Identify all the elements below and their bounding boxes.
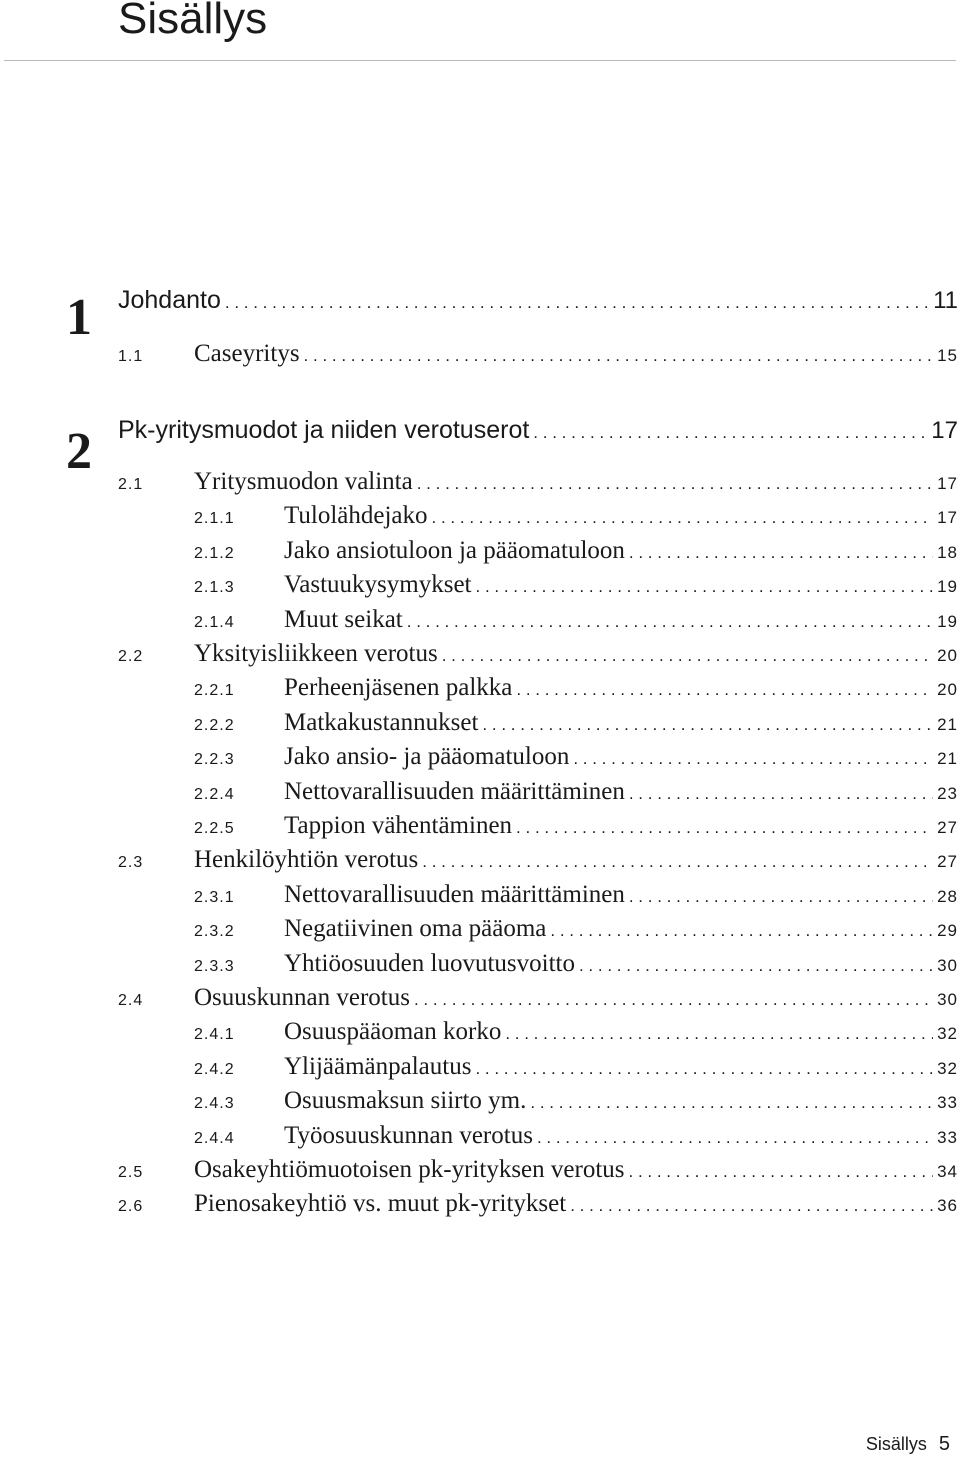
toc-section-number: 1.1: [118, 348, 144, 365]
toc-section-number: 2.3.1: [194, 888, 235, 906]
toc-page-number: 21: [937, 714, 958, 734]
toc-page-number: 17: [931, 417, 958, 444]
toc-section-title: Negatiivinen oma pääoma: [284, 915, 547, 943]
toc-section-number: 2.2.5: [194, 820, 235, 837]
toc-entry[interactable]: [118, 1190, 958, 1226]
toc-entry[interactable]: [118, 502, 958, 538]
toc-entry[interactable]: [118, 640, 958, 676]
dot-leader: [403, 612, 933, 632]
toc-entry[interactable]: [118, 984, 958, 1020]
toc-page-number: 20: [937, 646, 958, 665]
toc-section-title: Tappion vähentäminen: [284, 812, 513, 839]
toc-page-number: 29: [937, 921, 958, 941]
dot-leader: [625, 784, 933, 804]
toc-entry[interactable]: [118, 1053, 958, 1089]
toc-section-number: 2.3: [118, 854, 144, 872]
footer-label: Sisällys: [865, 1434, 927, 1454]
toc-page-number: 19: [937, 611, 958, 631]
dot-leader: [512, 818, 933, 838]
footer-page-number: 5: [938, 1433, 950, 1455]
toc-entry[interactable]: [118, 1156, 958, 1192]
toc-entry[interactable]: [118, 537, 958, 573]
toc-section-title: Yksityisliikkeen verotus: [194, 640, 438, 667]
toc-section-number: 2.3.3: [194, 957, 235, 975]
toc-section-title: Osuuskunnan verotus: [194, 984, 410, 1011]
toc-section-number: 2.3.2: [194, 923, 235, 941]
toc-section-number: 2.4.1: [194, 1026, 235, 1044]
toc-entry[interactable]: [118, 1087, 958, 1123]
toc-page-number: 17: [937, 474, 958, 493]
toc-section-number: 2.2.1: [194, 682, 235, 700]
toc-section-title: Matkakustannukset: [284, 708, 479, 736]
title-divider: [4, 60, 956, 61]
toc-page-number: 21: [937, 749, 958, 769]
dot-leader: [566, 1196, 933, 1216]
toc-page-number: 27: [937, 852, 958, 872]
toc-page-number: 28: [937, 886, 958, 906]
toc-page-number: 18: [937, 542, 958, 562]
toc-section-number: 2.1.3: [194, 579, 235, 597]
toc-section-number: 2.4.2: [194, 1060, 235, 1078]
dot-leader: [472, 577, 934, 597]
toc-chapter-entry[interactable]: [118, 286, 958, 330]
toc-section-title: Pienosakeyhtiö vs. muut pk-yritykset: [194, 1190, 567, 1218]
toc-section-title: Osakeyhtiömuotoisen pk-yrityksen verotus: [194, 1156, 625, 1183]
dot-leader: [533, 1128, 933, 1148]
toc-entry[interactable]: [118, 778, 958, 814]
toc-section-number: 2.2.2: [194, 716, 235, 734]
dot-leader: [410, 990, 933, 1010]
toc-page-number: 36: [937, 1196, 958, 1216]
toc-entry[interactable]: [118, 881, 958, 917]
toc-entry[interactable]: [118, 812, 958, 848]
toc-section-title: Perheenjäsenen palkka: [284, 674, 513, 702]
toc-section-title: Osuuspääoman korko: [284, 1018, 502, 1046]
toc-section-number: 2.5: [118, 1164, 144, 1181]
dot-leader: [575, 956, 933, 976]
toc-entry[interactable]: [118, 846, 958, 882]
toc-section-title: Vastuukysymykset: [284, 571, 472, 599]
dot-leader: [428, 508, 934, 528]
chapter-number: 2: [66, 423, 92, 480]
toc-page-number: 32: [937, 1024, 958, 1044]
toc-entry[interactable]: [118, 468, 958, 504]
toc-entry[interactable]: [118, 674, 958, 710]
dot-leader: [418, 852, 933, 872]
toc-section-title: Caseyritys: [194, 340, 300, 367]
dot-leader: [569, 749, 933, 769]
dot-leader: [221, 293, 929, 313]
dot-leader: [413, 474, 933, 494]
dot-leader: [438, 646, 933, 666]
toc-page-number: 23: [937, 783, 958, 803]
page-footer: [866, 1433, 950, 1456]
toc-section-number: 2.1: [118, 476, 144, 493]
toc-section-title: Tulolähdejako: [284, 502, 428, 530]
page-title: Sisällys: [118, 0, 268, 43]
toc-entry[interactable]: [118, 743, 958, 779]
toc-section-title: Työosuuskunnan verotus: [284, 1121, 533, 1149]
toc-section-title: Muut seikat: [284, 605, 403, 633]
toc-page-number: 33: [937, 1127, 958, 1147]
toc-entry[interactable]: [118, 709, 958, 745]
toc-section-title: Ylijäämänpalautus: [284, 1052, 472, 1080]
dot-leader: [546, 921, 933, 941]
toc-section-title: Yritysmuodon valinta: [194, 468, 413, 495]
toc-entry[interactable]: [118, 1122, 958, 1158]
toc-page-number: 32: [937, 1058, 958, 1078]
toc-entry[interactable]: [118, 1018, 958, 1054]
toc-section-number: 2.1.4: [194, 613, 235, 631]
chapter-number: 1: [66, 289, 92, 346]
toc-page-number: 27: [937, 818, 958, 837]
toc-section-number: 2.1.1: [194, 510, 235, 528]
dot-leader: [512, 680, 933, 700]
toc-entry[interactable]: [118, 915, 958, 951]
dot-leader: [529, 423, 927, 443]
toc-section-number: 2.6: [118, 1198, 144, 1216]
toc-page-number: 17: [937, 508, 958, 528]
toc-section-number: 2.1.2: [194, 544, 235, 562]
toc-entry[interactable]: [118, 571, 958, 607]
toc-section-title: Jako ansiotuloon ja pääomatuloon: [284, 536, 625, 564]
toc-entry[interactable]: [118, 950, 958, 986]
toc-page-number: 20: [937, 680, 958, 700]
toc-chapter-title: Pk-yritysmuodot ja niiden verotuserot: [118, 416, 530, 444]
dot-leader: [300, 346, 934, 366]
toc-page-number: 15: [937, 346, 958, 365]
dot-leader: [526, 1093, 933, 1113]
dot-leader: [625, 543, 933, 563]
toc-page-number: 19: [937, 577, 958, 597]
toc-section-title: Osuusmaksun siirto ym.: [284, 1087, 527, 1115]
toc-chapter-entry[interactable]: [118, 416, 958, 460]
toc-section-number: 2.2: [118, 648, 144, 665]
dot-leader: [625, 887, 933, 907]
toc-section-title: Henkilöyhtiön verotus: [194, 846, 419, 874]
toc-page-number: 33: [937, 1093, 958, 1113]
dot-leader: [625, 1162, 934, 1182]
toc-section-title: Yhtiöosuuden luovutusvoitto: [284, 949, 575, 977]
toc-section-title: Nettovarallisuuden määrittäminen: [284, 777, 625, 805]
toc-section-title: Jako ansio- ja pääomatuloon: [284, 743, 570, 771]
dot-leader: [471, 1059, 933, 1079]
toc-entry[interactable]: [118, 606, 958, 642]
toc-section-number: 2.2.4: [194, 785, 235, 803]
toc-page-number: 30: [937, 990, 958, 1009]
toc-section-number: 2.4.3: [194, 1095, 235, 1113]
toc-section-number: 2.4: [118, 992, 144, 1009]
toc-page-number: 34: [937, 1162, 958, 1181]
dot-leader: [478, 715, 933, 735]
toc-section-title: Nettovarallisuuden määrittäminen: [284, 880, 625, 908]
toc-section-number: 2.2.3: [194, 751, 235, 769]
toc-section-number: 2.4.4: [194, 1129, 235, 1147]
toc-chapter-title: Johdanto: [118, 286, 221, 314]
toc-page-number: 30: [937, 955, 958, 975]
dot-leader: [501, 1024, 933, 1044]
toc-entry[interactable]: [118, 340, 958, 376]
toc-page-number: 11: [933, 287, 958, 314]
